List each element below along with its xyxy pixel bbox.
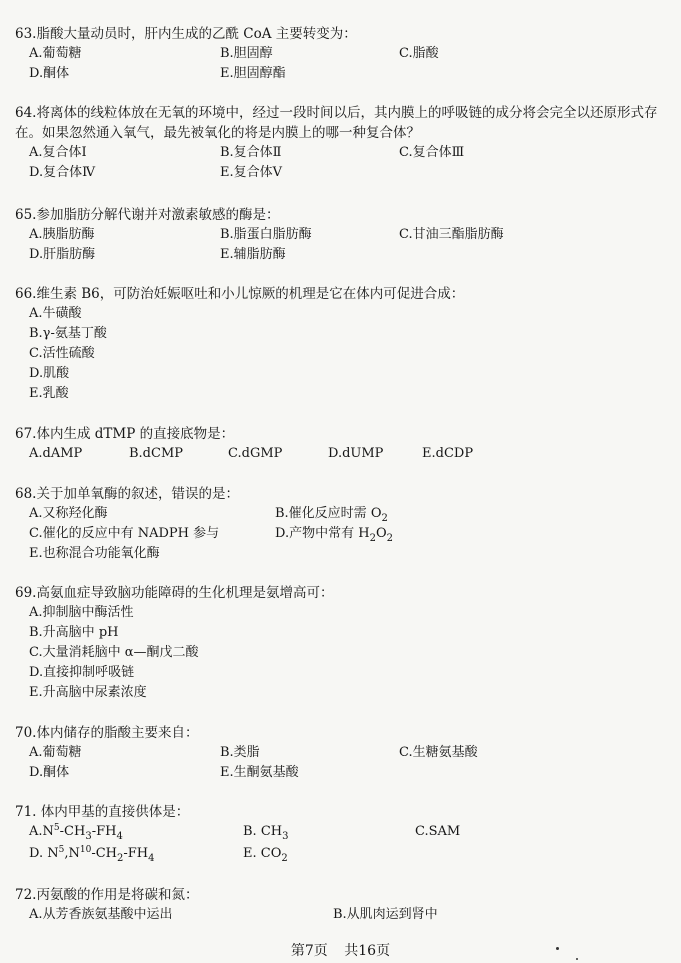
question-stem: 65.参加脂肪分解代谢并对激素敏感的酶是： <box>15 207 280 223</box>
option-row <box>15 304 675 324</box>
option-row <box>15 643 675 663</box>
option-row <box>15 384 675 404</box>
question-stem: 63.脂酸大量动员时，肝内生成的乙酰 CoA 主要转变为： <box>15 26 357 42</box>
option-a: A.胰脂肪酶 <box>29 227 95 242</box>
option-b: B. $CH_3$ <box>243 824 289 842</box>
option-b: B.胆固醇 <box>220 46 273 61</box>
option-c: C.复合体Ⅲ <box>399 145 465 160</box>
option-b: B.从肌肉运到肾中 <box>333 907 438 922</box>
question-stem: 66.维生素 B6，可防治妊娠呕吐和小儿惊厥的机理是它在体内可促进合成： <box>15 286 465 302</box>
option-b: B.脂蛋白脂肪酶 <box>220 227 312 242</box>
option-e: E.也称混合功能氧化酶 <box>29 546 160 561</box>
option-c: C.大量消耗脑中 α—酮戊二酸 <box>29 645 199 660</box>
option-row <box>15 663 675 683</box>
page-total: 共16页 <box>344 943 391 959</box>
option-row <box>15 743 675 763</box>
option-d: D.酮体 <box>29 765 70 780</box>
option-row <box>15 822 675 844</box>
option-c: C.脂酸 <box>399 46 439 61</box>
option-b: B.升高脑中 pH <box>29 625 119 640</box>
question-65 <box>15 205 675 265</box>
option-c: C.生糖氨基酸 <box>399 745 478 760</box>
option-a: A.葡萄糖 <box>29 46 82 61</box>
option-a: A.从芳香族氨基酸中运出 <box>29 907 173 922</box>
question-71 <box>15 802 675 866</box>
option-d: D.肝脂肪酶 <box>29 247 96 262</box>
option-a: A.牛磺酸 <box>29 306 82 321</box>
option-d: D.复合体Ⅳ <box>29 165 96 180</box>
option-row <box>15 444 675 464</box>
option-e: E. $CO_2$ <box>243 846 288 864</box>
option-b: B.γ-氨基丁酸 <box>29 326 107 341</box>
question-stem: 67.体内生成 dTMP 的直接底物是： <box>15 426 235 442</box>
option-row <box>15 64 675 84</box>
page-number: 第7页 <box>290 943 328 959</box>
option-c: C.催化的反应中有 NADPH 参与 <box>29 526 220 541</box>
question-stem: 69.高氨血症导致脑功能障碍的生化机理是氨增高可： <box>15 585 334 601</box>
option-row <box>15 504 675 524</box>
option-row <box>15 143 675 163</box>
option-row <box>15 364 675 384</box>
option-d: D.肌酸 <box>29 366 70 381</box>
question-63 <box>15 24 675 84</box>
option-a: A.dAMP <box>29 446 83 461</box>
question-70 <box>15 723 675 783</box>
option-row <box>15 683 675 703</box>
option-d: D.产物中常有 $H_2O_2$ <box>275 526 393 544</box>
option-b: B.dCMP <box>129 446 184 461</box>
question-67 <box>15 424 675 464</box>
question-64 <box>15 103 675 183</box>
option-e: E.升高脑中尿素浓度 <box>29 685 147 700</box>
option-row <box>15 245 675 265</box>
scan-speck <box>576 958 578 960</box>
page-footer <box>0 940 681 960</box>
option-a: A.复合体Ⅰ <box>29 145 87 160</box>
option-e: E.dCDP <box>422 446 474 461</box>
option-a: A.又称羟化酶 <box>29 506 108 521</box>
question-stem: 64.将离体的线粒体放在无氧的环境中，经过一段时间以后，其内膜上的呼吸链的成分将会完全以还原形式存在。如果忽然通入氧气，最先被氧化的将是内膜上的哪一种复合体？ <box>15 105 658 141</box>
option-e: E.胆固醇酯 <box>220 66 286 81</box>
option-b: B.复合体Ⅱ <box>220 145 282 160</box>
option-d: D.直接抑制呼吸链 <box>29 665 135 680</box>
option-e: E.生酮氨基酸 <box>220 765 299 780</box>
question-stem: 68.关于加单氧酶的叙述，错误的是： <box>15 486 239 502</box>
option-c: C.SAM <box>415 824 461 839</box>
option-row <box>15 844 675 866</box>
question-stem: 72.丙氨酸的作用是将碳和氮： <box>15 887 199 903</box>
option-a: $A.N^5-CH_3-FH_4$ <box>29 823 123 842</box>
option-d: D.酮体 <box>29 66 70 81</box>
option-row <box>15 344 675 364</box>
option-e: E.乳酸 <box>29 386 69 401</box>
option-row <box>15 603 675 623</box>
option-a: A.抑制脑中酶活性 <box>29 605 134 620</box>
scan-speck <box>556 947 559 950</box>
option-b: B.催化反应时需 $O_2$ <box>275 506 388 524</box>
option-c: C.甘油三酯脂肪酶 <box>399 227 504 242</box>
option-e: E.辅脂肪酶 <box>220 247 286 262</box>
option-row <box>15 324 675 344</box>
option-c: C.活性硫酸 <box>29 346 95 361</box>
option-row <box>15 225 675 245</box>
question-stem: 71. 体内甲基的直接供体是： <box>15 804 190 820</box>
question-69 <box>15 583 675 703</box>
option-d: D. $N^5,N^{10}-CH_2-FH_4$ <box>29 845 155 864</box>
option-row <box>15 44 675 64</box>
option-b: B.类脂 <box>220 745 260 760</box>
option-a: A.葡萄糖 <box>29 745 82 760</box>
question-66 <box>15 284 675 404</box>
option-row <box>15 623 675 643</box>
option-row <box>15 544 675 564</box>
option-row <box>15 163 675 183</box>
option-e: E.复合体Ⅴ <box>220 165 283 180</box>
option-c: C.dGMP <box>228 446 283 461</box>
question-68 <box>15 484 675 564</box>
question-stem: 70.体内储存的脂酸主要来自： <box>15 725 199 741</box>
option-row <box>15 905 675 925</box>
question-72 <box>15 885 675 925</box>
option-d: D.dUMP <box>328 446 384 461</box>
option-row <box>15 524 675 544</box>
option-row <box>15 763 675 783</box>
